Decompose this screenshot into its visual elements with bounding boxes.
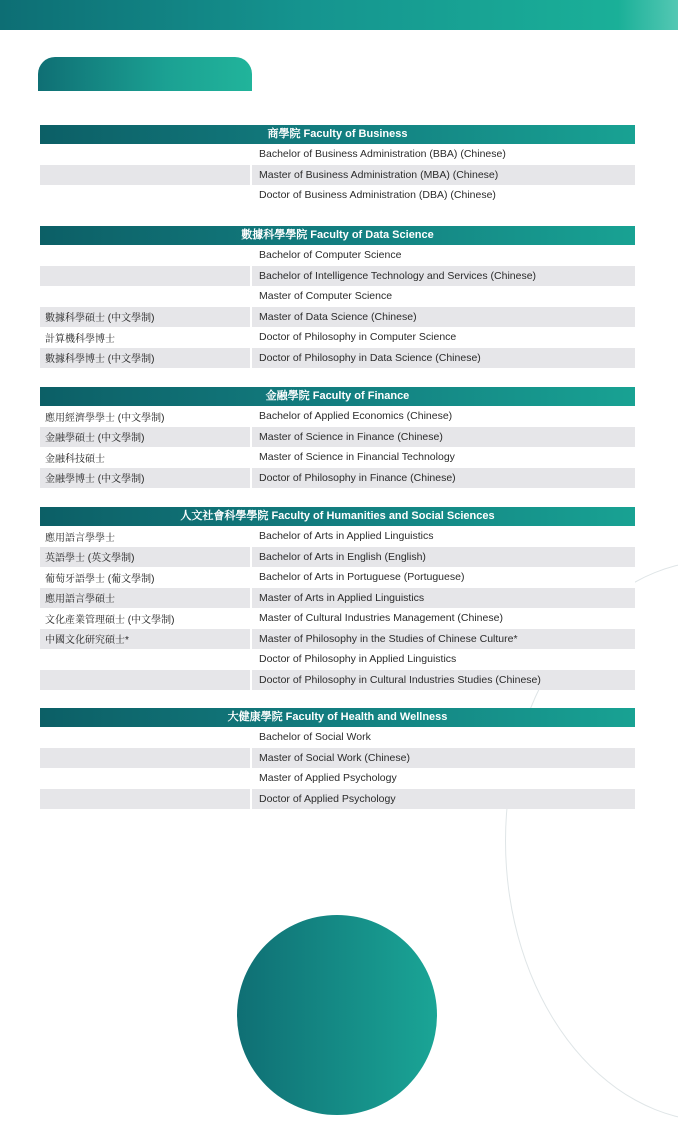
program-english-name: Doctor of Philosophy in Cultural Industries Studies (Chinese) <box>250 670 635 691</box>
faculty-section <box>40 226 635 368</box>
program-english-name: Bachelor of Intelligence Technology and Services (Chinese) <box>250 266 635 287</box>
program-english-name: Doctor of Philosophy in Data Science (Chinese) <box>250 348 635 369</box>
program-row <box>40 649 635 670</box>
program-row <box>40 789 635 810</box>
program-row <box>40 266 635 287</box>
program-row <box>40 567 635 588</box>
program-english-name: Doctor of Philosophy in Applied Linguistics <box>250 649 635 670</box>
faculty-header: 金融學院 Faculty of Finance <box>40 387 635 406</box>
program-chinese-name: 計算機科學博士 <box>45 333 115 345</box>
program-english-name: Master of Applied Psychology <box>250 768 635 789</box>
program-row <box>40 629 635 650</box>
faculty-section <box>40 125 635 206</box>
program-row <box>40 468 635 489</box>
program-english-name: Master of Science in Finance (Chinese) <box>250 427 635 448</box>
program-row <box>40 727 635 748</box>
faculty-section <box>40 387 635 488</box>
program-row <box>40 588 635 609</box>
program-chinese-name: 中國文化研究碩士* <box>45 635 129 647</box>
program-chinese-name: 數據科學碩士 (中文學制) <box>45 313 155 325</box>
bottom-decor-circle <box>237 915 437 1115</box>
program-english-name: Doctor of Philosophy in Finance (Chinese) <box>250 468 635 489</box>
faculty-header: 人文社會科學學院 Faculty of Humanities and Social Sciences <box>40 507 635 526</box>
program-row <box>40 307 635 328</box>
program-row <box>40 144 635 165</box>
program-english-name: Master of Data Science (Chinese) <box>250 307 635 328</box>
program-chinese-name: 葡萄牙語學士 (葡文學制) <box>45 573 155 585</box>
program-chinese-name: 應用經濟學學士 (中文學制) <box>45 412 165 424</box>
program-english-name: Bachelor of Arts in Portuguese (Portuguese) <box>250 567 635 588</box>
program-row <box>40 768 635 789</box>
program-row <box>40 670 635 691</box>
program-row <box>40 447 635 468</box>
program-english-name: Bachelor of Arts in Applied Linguistics <box>250 526 635 547</box>
program-english-name: Doctor of Business Administration (DBA) (Chinese) <box>250 185 635 206</box>
program-chinese-name: 應用語言學學士 <box>45 532 115 544</box>
program-chinese-name: 金融學博士 (中文學制) <box>45 474 145 486</box>
program-english-name: Master of Science in Financial Technology <box>250 447 635 468</box>
program-row <box>40 406 635 427</box>
program-row <box>40 427 635 448</box>
faculty-header: 大健康學院 Faculty of Health and Wellness <box>40 708 635 727</box>
program-chinese-name: 文化產業管理碩士 (中文學制) <box>45 614 175 626</box>
program-english-name: Bachelor of Arts in English (English) <box>250 547 635 568</box>
program-row <box>40 547 635 568</box>
program-row <box>40 748 635 769</box>
program-row <box>40 286 635 307</box>
program-chinese-name: 應用語言學碩士 <box>45 594 115 606</box>
program-row <box>40 185 635 206</box>
program-chinese-name: 英語學士 (英文學制) <box>45 553 135 565</box>
program-row <box>40 608 635 629</box>
program-english-name: Master of Business Administration (MBA) (Chinese) <box>250 165 635 186</box>
program-row <box>40 165 635 186</box>
program-english-name: Master of Cultural Industries Management (Chinese) <box>250 608 635 629</box>
program-row <box>40 348 635 369</box>
title-pill-decor <box>38 57 252 91</box>
faculty-section <box>40 708 635 809</box>
program-chinese-name: 數據科學博士 (中文學制) <box>45 354 155 366</box>
faculty-section <box>40 507 635 690</box>
program-english-name: Master of Philosophy in the Studies of Chinese Culture* <box>250 629 635 650</box>
program-english-name: Master of Social Work (Chinese) <box>250 748 635 769</box>
program-chinese-name: 金融學碩士 (中文學制) <box>45 433 145 445</box>
program-english-name: Bachelor of Applied Economics (Chinese) <box>250 406 635 427</box>
program-english-name: Bachelor of Business Administration (BBA) (Chinese) <box>250 144 635 165</box>
program-english-name: Doctor of Applied Psychology <box>250 789 635 810</box>
program-english-name: Master of Arts in Applied Linguistics <box>250 588 635 609</box>
program-english-name: Bachelor of Social Work <box>250 727 635 748</box>
program-row <box>40 245 635 266</box>
top-decor-band <box>0 0 678 30</box>
program-row <box>40 327 635 348</box>
faculty-header: 數據科學學院 Faculty of Data Science <box>40 226 635 245</box>
program-english-name: Master of Computer Science <box>250 286 635 307</box>
program-row <box>40 526 635 547</box>
faculty-header: 商學院 Faculty of Business <box>40 125 635 144</box>
program-english-name: Bachelor of Computer Science <box>250 245 635 266</box>
program-english-name: Doctor of Philosophy in Computer Science <box>250 327 635 348</box>
program-chinese-name: 金融科技碩士 <box>45 453 105 465</box>
